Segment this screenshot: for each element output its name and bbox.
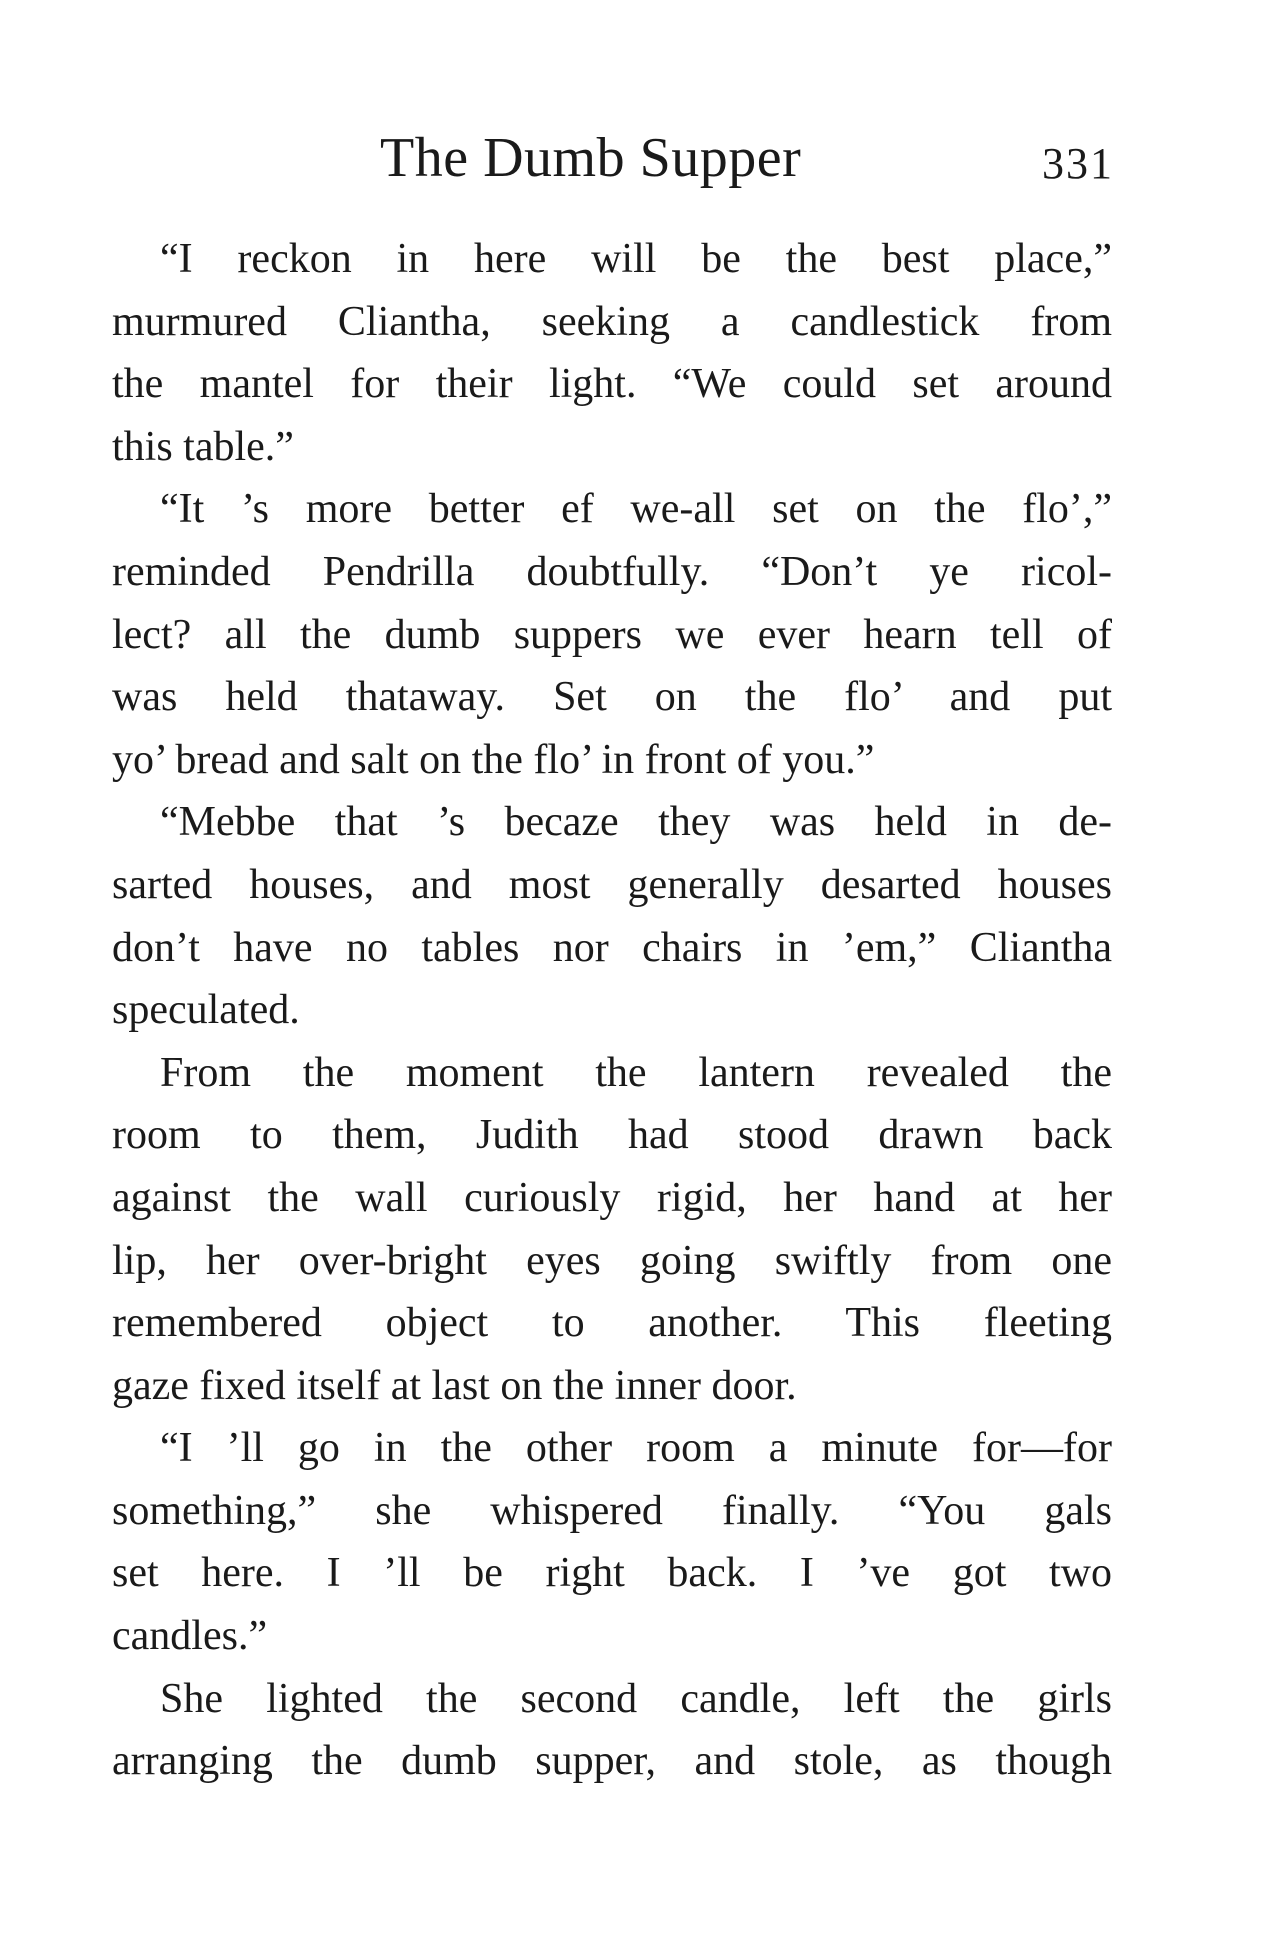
text-line: “Mebbe that ’s becaze they was held in de- [160,799,1112,846]
text-line: reminded Pendrilla doubtfully. “Don’t ye ricol- [112,548,1112,595]
text-line: yo’ bread and salt on the flo’ in front of you.” [112,736,875,783]
text-line: speculated. [112,987,300,1034]
text-line: “It ’s more better ef we-all set on the flo’,” [160,486,1112,533]
text-line: From the moment the lantern revealed the [160,1049,1112,1096]
text-line: was held thataway. Set on the flo’ and put [112,674,1112,721]
text-line: She lighted the second candle, left the girls [160,1675,1112,1722]
page-number: 331 [1042,139,1114,188]
paragraph [112,228,1112,478]
text-line: sarted houses, and most generally desarted houses [112,861,1112,908]
text-line: the mantel for their light. “We could set around [112,361,1112,408]
text-line: murmured Cliantha, seeking a candlestick from [112,298,1112,345]
running-head-title: The Dumb Supper [380,127,802,189]
paragraph [112,1668,1112,1793]
text-line: something,” she whispered finally. “You gals [112,1487,1112,1534]
running-head [380,118,1114,198]
text-line: arranging the dumb supper, and stole, as though [112,1738,1112,1785]
paragraph [112,791,1112,1041]
paragraph [112,478,1112,791]
text-line: don’t have no tables nor chairs in ’em,” Cliantha [112,924,1112,971]
body-text [112,228,1112,1793]
text-line: “I reckon in here will be the best place,” [160,236,1112,282]
text-line: this table.” [112,423,294,470]
text-line: lect? all the dumb suppers we ever hearn tell of [112,611,1112,658]
text-line: “I ’ll go in the other room a minute for—for [160,1425,1112,1472]
text-line: gaze fixed itself at last on the inner door. [112,1362,797,1409]
paragraph [112,1417,1112,1667]
text-line: remembered object to another. This fleeting [112,1300,1112,1347]
text-line: room to them, Judith had stood drawn back [112,1112,1112,1159]
text-line: set here. I ’ll be right back. I ’ve got two [112,1550,1112,1597]
text-line: lip, her over-bright eyes going swiftly from one [112,1237,1112,1284]
paragraph [112,1042,1112,1418]
text-line: against the wall curiously rigid, her hand at her [112,1174,1112,1221]
text-line: candles.” [112,1613,268,1660]
